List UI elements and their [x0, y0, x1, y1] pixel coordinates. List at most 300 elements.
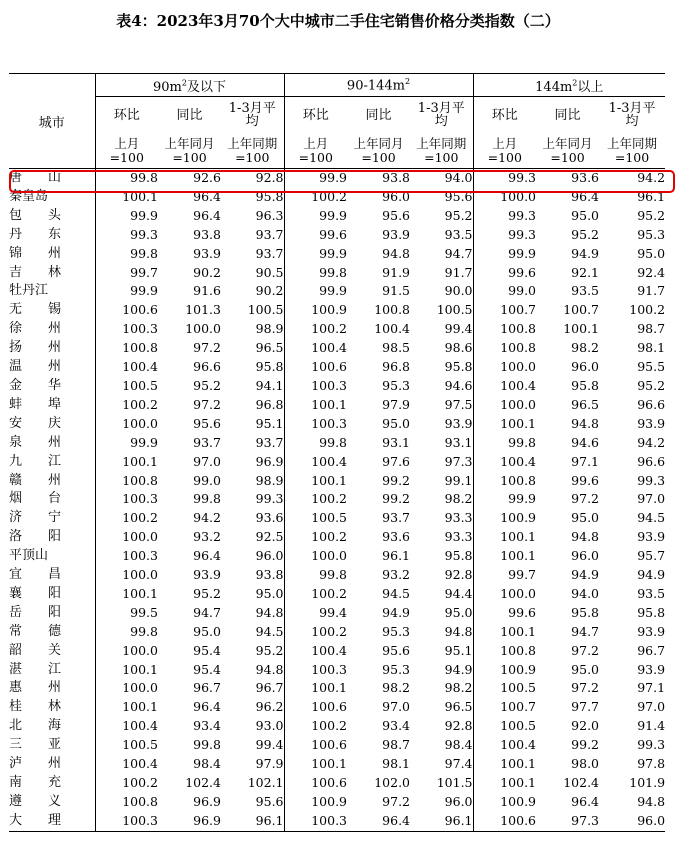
index-value: 95.7	[637, 548, 666, 564]
index-value: 100.9	[284, 793, 347, 812]
index-value: 100.1	[473, 755, 536, 774]
index-value: 100.5	[473, 679, 536, 698]
base-header-line2: =100	[550, 149, 585, 165]
index-value: 99.0	[193, 472, 221, 488]
city-name: 蚌 埠	[9, 396, 95, 415]
index-value: 100.0	[473, 188, 536, 207]
index-value: 100.5	[473, 717, 536, 736]
index-value: 94.7	[444, 245, 473, 261]
index-value: 91.9	[382, 264, 411, 280]
index-value: 100.1	[284, 472, 347, 491]
index-value: 95.8	[444, 548, 473, 564]
index-value: 100.8	[473, 339, 536, 358]
index-value: 99.6	[284, 226, 347, 245]
city-name: 南 充	[9, 774, 95, 793]
index-value: 99.3	[637, 737, 666, 753]
index-value: 94.9	[637, 567, 666, 583]
index-value: 94.8	[255, 661, 284, 677]
index-value: 99.8	[284, 434, 347, 453]
index-value: 95.0	[444, 604, 473, 620]
index-value: 95.2	[571, 226, 600, 242]
index-value: 100.8	[374, 302, 411, 318]
index-value: 97.1	[637, 680, 666, 696]
index-value: 100.1	[122, 699, 158, 715]
index-value: 93.8	[382, 170, 411, 185]
index-value: 95.2	[193, 585, 221, 601]
base-header-line1: 上年同期	[607, 135, 658, 151]
index-value: 99.6	[571, 472, 600, 488]
index-value: 94.9	[571, 567, 600, 583]
index-value: 94.8	[382, 245, 411, 261]
city-name: 唐 山	[9, 169, 95, 188]
table-row	[9, 472, 665, 491]
table-row	[9, 812, 665, 831]
index-value: 93.5	[444, 226, 473, 242]
index-value: 99.3	[637, 472, 666, 488]
index-value: 91.4	[637, 718, 666, 734]
index-value: 95.0	[193, 623, 221, 639]
index-value: 96.2	[255, 699, 284, 715]
index-value: 100.2	[122, 396, 158, 412]
index-value: 99.1	[444, 472, 473, 488]
base-header	[95, 133, 158, 169]
index-value: 100.0	[473, 358, 536, 377]
metric-header-line1: 1-3月平	[228, 101, 276, 116]
index-value: 97.0	[193, 453, 221, 469]
index-value: 97.2	[382, 793, 411, 809]
index-value: 95.0	[382, 415, 411, 431]
index-value: 100.1	[284, 679, 347, 698]
index-value: 99.2	[382, 472, 411, 488]
index-value: 91.5	[382, 283, 411, 299]
index-value: 93.9	[444, 415, 473, 431]
index-value: 93.8	[255, 567, 284, 583]
index-value: 96.4	[571, 793, 600, 809]
table-title: 表4：2023年3月70个大中城市二手住宅销售价格分类指数（二）	[116, 12, 560, 30]
index-value: 100.5	[122, 377, 158, 393]
index-value: 98.9	[255, 321, 284, 337]
index-value: 95.6	[193, 415, 221, 431]
table-row	[9, 623, 665, 642]
index-value: 97.2	[193, 340, 221, 356]
index-value: 96.0	[599, 812, 665, 831]
index-value: 99.3	[255, 491, 284, 507]
table-row	[9, 169, 665, 188]
city-name: 平顶山	[9, 547, 95, 566]
index-value: 93.1	[444, 434, 473, 450]
index-value: 97.0	[637, 491, 666, 507]
index-value: 100.1	[473, 774, 536, 793]
index-value: 91.6	[193, 283, 221, 299]
index-value: 99.6	[473, 604, 536, 623]
index-value: 99.9	[284, 282, 347, 301]
index-value: 94.7	[571, 623, 600, 639]
index-value: 100.5	[122, 737, 158, 753]
index-value: 99.3	[473, 226, 536, 245]
index-value: 94.2	[637, 434, 666, 450]
table-row	[9, 736, 665, 755]
index-value: 101.3	[185, 302, 221, 318]
index-value: 99.9	[284, 169, 347, 188]
base-header-line1: 上月	[492, 135, 518, 151]
index-value: 95.2	[444, 207, 473, 223]
index-value: 99.8	[284, 264, 347, 283]
index-value: 99.9	[284, 245, 347, 264]
index-value: 99.9	[473, 490, 536, 509]
city-name: 襄 阳	[9, 585, 95, 604]
index-value: 100.6	[122, 302, 158, 318]
table-row	[9, 679, 665, 698]
index-value: 97.8	[637, 756, 666, 772]
index-value: 95.3	[382, 661, 411, 677]
metric-header	[221, 97, 284, 134]
index-value: 99.4	[284, 604, 347, 623]
index-value: 93.5	[637, 585, 666, 601]
index-value: 92.6	[193, 170, 221, 185]
index-value: 100.2	[284, 585, 347, 604]
index-value: 100.3	[284, 661, 347, 680]
index-value: 98.4	[193, 756, 221, 772]
city-name: 桂 林	[9, 698, 95, 717]
index-value: 96.3	[255, 207, 284, 223]
index-value: 96.4	[193, 207, 221, 223]
index-value: 98.1	[382, 756, 411, 772]
index-value: 97.9	[255, 756, 284, 772]
index-value: 100.9	[284, 301, 347, 320]
index-value: 96.9	[193, 793, 221, 809]
index-value: 100.1	[473, 623, 536, 642]
index-value: 99.3	[473, 207, 536, 226]
index-value: 96.7	[637, 642, 666, 658]
index-value: 100.0	[122, 529, 158, 545]
index-value: 95.4	[193, 661, 221, 677]
index-value: 100.0	[473, 585, 536, 604]
table-row	[9, 642, 665, 661]
metric-header-line1: 同比	[176, 107, 203, 123]
base-header-line2: =100	[487, 149, 522, 165]
table-row	[9, 717, 665, 736]
index-value: 95.6	[255, 793, 284, 809]
index-value: 98.2	[444, 680, 473, 696]
index-value: 96.8	[382, 359, 411, 375]
table-row	[9, 245, 665, 264]
index-value: 100.0	[473, 396, 536, 415]
city-name: 安 庆	[9, 415, 95, 434]
city-name: 锦 州	[9, 245, 95, 264]
index-value: 92.0	[571, 718, 600, 734]
index-value: 94.0	[571, 585, 600, 601]
index-value: 95.8	[255, 188, 284, 204]
table-row	[9, 698, 665, 717]
city-name: 徐 州	[9, 320, 95, 339]
group-header-large: $144m^2$以上	[473, 74, 665, 97]
index-value: 92.4	[637, 264, 666, 280]
index-value: 100.3	[284, 415, 347, 434]
metric-header	[347, 97, 410, 134]
index-value: 93.8	[193, 226, 221, 242]
index-value: 99.9	[473, 245, 536, 264]
index-value: 100.9	[473, 793, 536, 812]
index-value: 93.9	[193, 245, 221, 261]
index-value: 94.9	[571, 245, 600, 261]
index-value: 97.2	[193, 396, 221, 412]
metric-header-line1: 1-3月平	[417, 101, 465, 116]
index-value: 97.1	[571, 453, 600, 469]
index-value: 93.9	[637, 415, 666, 431]
table-row	[9, 396, 665, 415]
city-name: 赣 州	[9, 472, 95, 491]
index-value: 100.6	[473, 812, 536, 831]
city-name: 泸 州	[9, 755, 95, 774]
index-value: 102.4	[563, 775, 600, 790]
table-row	[9, 793, 665, 812]
index-value: 100.4	[473, 736, 536, 755]
index-value: 96.1	[382, 548, 411, 564]
metric-header-line1: 环比	[491, 107, 518, 123]
index-value: 100.2	[284, 623, 347, 642]
index-value: 99.7	[473, 566, 536, 585]
index-value: 96.4	[193, 548, 221, 564]
metric-header	[599, 97, 665, 134]
index-value: 96.4	[571, 188, 600, 204]
city-name: 宜 昌	[9, 566, 95, 585]
index-value: 95.2	[255, 642, 284, 658]
table-row	[9, 339, 665, 358]
index-value: 93.9	[637, 661, 666, 677]
index-value: 98.6	[444, 340, 473, 356]
index-value: 99.0	[473, 282, 536, 301]
index-value: 100.1	[284, 396, 347, 415]
index-value: 93.6	[571, 170, 600, 185]
index-value: 96.6	[193, 359, 221, 375]
index-value: 91.7	[637, 283, 666, 299]
table-row	[9, 358, 665, 377]
index-value: 100.1	[284, 755, 347, 774]
base-header-line1: 上月	[114, 135, 140, 151]
index-value: 93.7	[255, 434, 284, 450]
index-value: 97.0	[637, 699, 666, 715]
index-value: 95.3	[382, 623, 411, 639]
index-value: 96.8	[255, 396, 284, 412]
city-name: 金 华	[9, 377, 95, 396]
index-value: 100.1	[563, 321, 600, 337]
index-value: 90.0	[444, 283, 473, 299]
index-value: 100.8	[473, 320, 536, 339]
index-value: 100.4	[122, 359, 158, 375]
index-value: 92.8	[444, 567, 473, 583]
index-value: 100.1	[122, 585, 158, 601]
index-value: 94.9	[382, 604, 411, 620]
table-row	[9, 566, 665, 585]
index-value: 95.0	[571, 510, 600, 526]
index-value: 92.1	[571, 264, 600, 280]
index-value: 98.1	[637, 340, 666, 356]
base-header-line1: 上年同期	[227, 135, 278, 151]
index-value: 100.0	[284, 547, 347, 566]
index-value: 95.1	[444, 642, 473, 658]
index-value: 96.5	[571, 396, 600, 412]
base-header	[158, 133, 221, 169]
index-value: 100.3	[284, 812, 347, 831]
index-value: 100.7	[473, 301, 536, 320]
index-value: 99.8	[193, 491, 221, 507]
index-value: 100.1	[473, 415, 536, 434]
city-name: 韶 关	[9, 642, 95, 661]
index-value: 96.4	[347, 812, 410, 831]
index-value: 95.0	[571, 661, 600, 677]
index-value: 100.2	[284, 320, 347, 339]
metric-header	[95, 97, 158, 134]
index-value: 93.6	[255, 510, 284, 526]
index-value: 102.4	[185, 775, 221, 790]
city-column-header: 城市	[9, 74, 95, 169]
index-value: 96.0	[255, 548, 284, 564]
base-header-line2: =100	[298, 149, 333, 165]
index-value: 94.6	[444, 377, 473, 393]
base-header	[221, 133, 284, 169]
index-value: 100.4	[122, 756, 158, 772]
table-row	[9, 434, 665, 453]
city-name: 无 锡	[9, 301, 95, 320]
index-value: 100.8	[122, 340, 158, 356]
city-name: 秦皇岛	[9, 188, 95, 207]
index-value: 93.7	[255, 245, 284, 261]
index-value: 100.3	[284, 377, 347, 396]
index-value: 100.6	[284, 736, 347, 755]
index-value: 97.2	[571, 680, 600, 696]
table-row	[9, 755, 665, 774]
metric-header	[473, 97, 536, 134]
index-value: 99.9	[284, 207, 347, 226]
city-name: 牡丹江	[9, 282, 95, 301]
index-value: 94.0	[444, 170, 473, 185]
city-name: 泉 州	[9, 434, 95, 453]
index-value: 95.2	[193, 377, 221, 393]
index-value: 99.7	[130, 264, 158, 280]
index-value: 96.1	[410, 812, 473, 831]
index-value: 96.0	[571, 548, 600, 564]
index-value: 94.9	[444, 661, 473, 677]
index-value: 96.0	[382, 188, 411, 204]
index-value: 95.6	[382, 642, 411, 658]
table-row	[9, 320, 665, 339]
index-value: 100.4	[374, 321, 411, 337]
index-value: 97.5	[444, 396, 473, 412]
index-value: 100.2	[284, 490, 347, 509]
city-name: 三 亚	[9, 736, 95, 755]
metric-header-line1: 1-3月平	[608, 101, 656, 116]
index-value: 100.9	[473, 509, 536, 528]
index-value: 98.2	[444, 491, 473, 507]
index-value: 97.7	[571, 699, 600, 715]
index-value: 99.9	[130, 283, 158, 299]
table-row	[9, 453, 665, 472]
table-row	[9, 528, 665, 547]
base-header-line2: =100	[424, 149, 459, 165]
index-value: 100.4	[284, 642, 347, 661]
index-value: 96.0	[571, 359, 600, 375]
index-value: 96.4	[193, 699, 221, 715]
index-value: 93.2	[193, 529, 221, 545]
index-value: 93.9	[382, 226, 411, 242]
index-value: 96.1	[637, 188, 666, 204]
index-value: 95.4	[193, 642, 221, 658]
index-value: 99.8	[130, 245, 158, 261]
index-value: 91.7	[444, 264, 473, 280]
city-name: 常 德	[9, 623, 95, 642]
city-name: 北 海	[9, 717, 95, 736]
index-value: 90.2	[255, 283, 284, 299]
index-value: 95.3	[382, 377, 411, 393]
index-value: 97.4	[444, 756, 473, 772]
index-value: 99.2	[382, 491, 411, 507]
index-value: 93.6	[382, 529, 411, 545]
metric-header-line1: 环比	[113, 107, 140, 123]
index-value: 100.2	[122, 775, 158, 790]
index-value: 93.5	[571, 283, 600, 299]
index-value: 100.9	[473, 661, 536, 680]
base-header-line1: 上年同期	[416, 135, 467, 151]
index-value: 93.1	[382, 434, 411, 450]
index-value: 93.3	[444, 529, 473, 545]
index-value: 96.0	[444, 793, 473, 809]
index-value: 94.8	[571, 415, 600, 431]
base-header	[473, 133, 536, 169]
index-value: 97.0	[382, 699, 411, 715]
index-value: 99.4	[255, 737, 284, 753]
index-value: 99.5	[130, 604, 158, 620]
table-row	[9, 661, 665, 680]
city-name: 济 宁	[9, 509, 95, 528]
index-value: 100.6	[284, 698, 347, 717]
index-value: 100.6	[284, 358, 347, 377]
index-value: 100.4	[473, 453, 536, 472]
index-value: 99.2	[571, 737, 600, 753]
index-value: 99.8	[473, 434, 536, 453]
index-value: 95.8	[637, 604, 666, 620]
index-value: 97.3	[536, 812, 599, 831]
city-name: 温 州	[9, 358, 95, 377]
index-value: 97.2	[571, 491, 600, 507]
index-value: 100.5	[284, 509, 347, 528]
index-value: 92.8	[444, 718, 473, 734]
index-value: 100.1	[473, 528, 536, 547]
metric-header-line2: 均	[625, 114, 639, 129]
index-value: 94.6	[571, 434, 600, 450]
index-value: 95.5	[637, 359, 666, 375]
city-name: 湛 江	[9, 661, 95, 680]
metric-header-line1: 同比	[554, 107, 581, 123]
index-value: 96.6	[637, 396, 666, 412]
base-header-line2: =100	[361, 149, 396, 165]
index-value: 94.5	[637, 510, 666, 526]
index-value: 95.3	[637, 226, 666, 242]
base-header	[347, 133, 410, 169]
index-value: 95.8	[444, 359, 473, 375]
table-row	[9, 774, 665, 793]
index-value: 101.9	[629, 775, 666, 790]
metric-header	[158, 97, 221, 134]
index-value: 96.5	[444, 699, 473, 715]
index-value: 94.8	[571, 529, 600, 545]
metric-header	[536, 97, 599, 134]
index-value: 96.1	[221, 812, 284, 831]
index-value: 95.0	[637, 245, 666, 261]
index-value: 90.5	[255, 264, 284, 280]
index-value: 94.1	[255, 377, 284, 393]
index-value: 99.8	[193, 737, 221, 753]
base-header-line1: 上年同月	[164, 135, 215, 151]
